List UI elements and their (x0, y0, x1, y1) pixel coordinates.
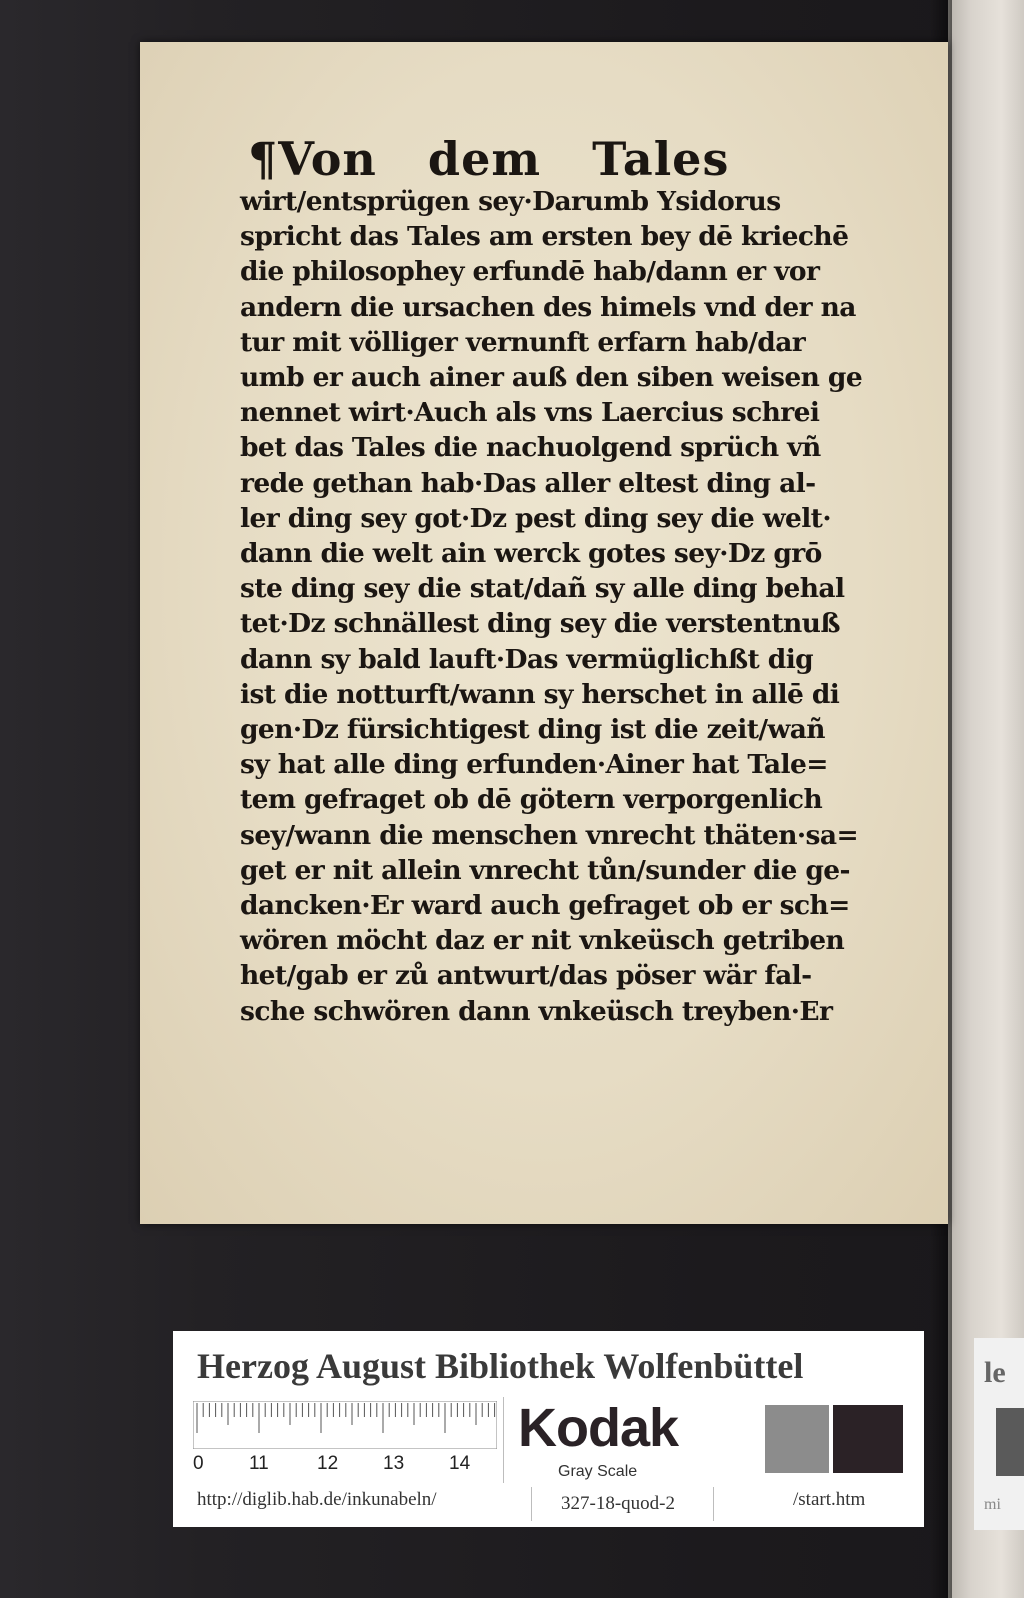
text-line: ste ding sey die stat/dañ sy alle ding behal (240, 573, 845, 605)
text-line: get er nit allein vnrecht tůn/sunder die ge- (240, 854, 850, 886)
measurement-ruler (193, 1401, 497, 1449)
chapter-heading-text: Von dem Tales (278, 132, 730, 186)
text-line: gen·Dz fürsichtigest ding ist die zeit/wañ (240, 714, 825, 746)
text-line: tur mit völliger vernunft erfarn hab/dar (240, 326, 806, 358)
paragraph-mark-icon: ¶ (248, 132, 279, 186)
text-line: sche schwören dann vnkeüsch treyben·Er (240, 995, 833, 1027)
text-line: die philosophey erfundē hab/dann er vor (240, 256, 820, 288)
text-line: wirt/entsprügen sey·Darumb Ysidorus (240, 186, 781, 217)
text-line: dancken·Er ward auch gefraget ob er sch= (240, 890, 850, 922)
adjacent-card-text: le (984, 1356, 1006, 1389)
gray-scale-label: Gray Scale (558, 1463, 638, 1480)
shelfmark: 327-18-quod-2 (561, 1493, 675, 1514)
text-lines (240, 184, 863, 1029)
text-line: ist die notturft/wann sy herschet in allē di (240, 678, 840, 710)
ruler-label: 12 (317, 1453, 339, 1474)
text-line: sey/wann die menschen vnrecht thäten·sa= (240, 819, 859, 851)
ruler-label: 14 (449, 1453, 471, 1474)
chapter-heading (248, 134, 840, 184)
gray-swatch (765, 1405, 829, 1473)
page-text-block (240, 132, 863, 1029)
ruler-label: 11 (249, 1453, 269, 1474)
dark-swatch (833, 1405, 903, 1473)
ruler-label: 0 (193, 1453, 204, 1474)
start-path: /start.htm (793, 1489, 866, 1510)
digital-library-url: http://diglib.hab.de/inkunabeln/ (197, 1489, 437, 1510)
text-line: umb er auch ainer auß den siben weisen ge (240, 362, 863, 394)
text-line: rede gethan hab·Das aller eltest ding al- (240, 467, 816, 499)
text-line: ler ding sey got·Dz pest ding sey die welt· (240, 502, 831, 534)
library-color-card (173, 1331, 924, 1527)
card-divider (503, 1397, 504, 1483)
text-line: tet·Dz schnällest ding sey die verstentnuß (240, 608, 840, 640)
text-line: dann die welt ain werck gotes sey·Dz grō (240, 538, 822, 570)
text-line: wören möcht daz er nit vnkeüsch getriben (240, 925, 845, 957)
adjacent-color-card (974, 1338, 1024, 1530)
text-line: het/gab er zů antwurt/das pöser wär fal- (240, 960, 812, 992)
text-line: andern die ursachen des himels vnd der na (240, 291, 856, 323)
text-line: dann sy bald lauft·Das vermüglichßt dig (240, 643, 814, 675)
book-page (140, 42, 948, 1224)
text-line: bet das Tales die nachuolgend sprüch vñ (240, 432, 821, 464)
text-line: nennet wirt·Auch als vns Laercius schrei (240, 397, 820, 429)
ruler-label: 13 (383, 1453, 405, 1474)
card-divider (713, 1487, 714, 1521)
library-name: Herzog August Bibliothek Wolfenbüttel (197, 1346, 804, 1386)
ruler-labels (193, 1453, 513, 1477)
text-line: spricht das Tales am ersten bey dē kriechē (240, 221, 849, 253)
adjacent-card-url: mi (984, 1496, 1001, 1513)
kodak-logo: Kodak (518, 1398, 679, 1458)
adjacent-card-swatch (996, 1408, 1024, 1476)
card-divider (531, 1487, 532, 1521)
text-line: tem gefraget ob dē götern verporgenlich (240, 784, 823, 816)
text-line: sy hat alle ding erfunden·Ainer hat Tale= (240, 749, 828, 781)
